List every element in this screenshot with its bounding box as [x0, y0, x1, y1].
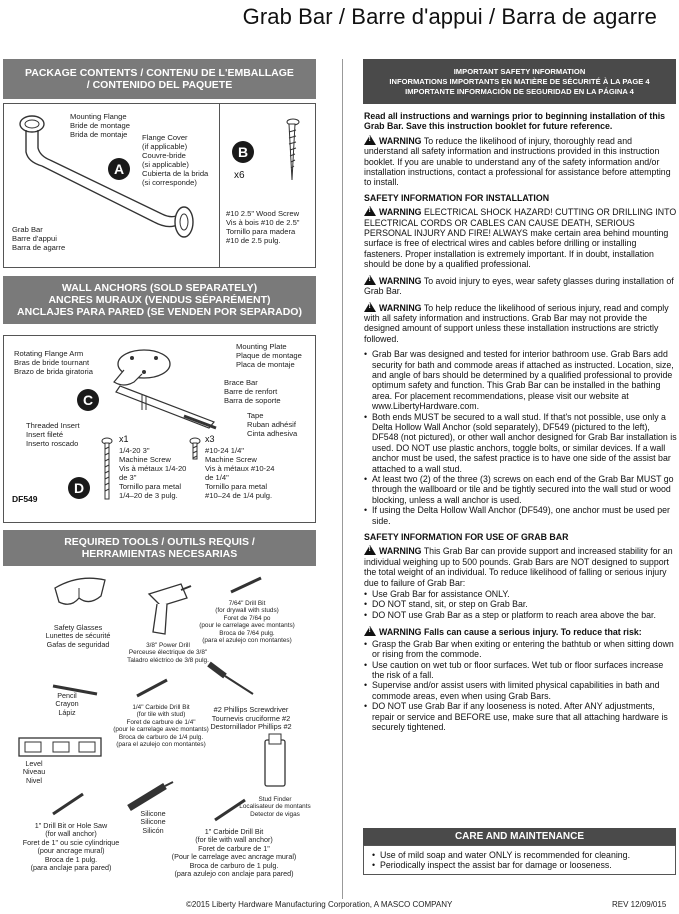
- safety-glasses-icon: [49, 574, 109, 614]
- list-item: • Use caution on wet tub or floor surfaces. Wet tub or floor surfaces increase the risk of a fall.: [364, 660, 677, 681]
- list-item: • If using the Delta Hollow Wall Anchor (DF549), one anchor must be used per side.: [364, 505, 677, 526]
- warning-icon: [364, 302, 376, 312]
- safety-header-line1: IMPORTANT SAFETY INFORMATION: [453, 66, 586, 76]
- use-bullets: [364, 589, 677, 620]
- warning-2: !WARNING ELECTRICAL SHOCK HAZARD! CUTTING OR DRILLING INTO ELECTRICAL CORDS OR CABLES CAN CAUSE DEATH, SERIOUS PERSONAL INJURY AND FIRE! ALWAYS make certain area behind mounting surface is free of electrical wires and cables before drilling or installing fasteners. Proper installation is extremely important. If in doubt, installation should be done by a qualified professional.: [364, 206, 677, 269]
- use-heading: SAFETY INFORMATION FOR USE OF GRAB BAR: [364, 532, 569, 543]
- stud-finder-label: Stud Finder Localisateur de montants Detector de vigas: [239, 796, 311, 818]
- list-item: • Supervise and/or assist users with limited physical capabilities in bath and commode areas, even when using Grab Bars.: [364, 680, 677, 701]
- warning-5: !WARNING This Grab Bar can provide support and increased stability for an individual weighing up to 500 pounds. Grab Bars are NOT designed to support the total weight of an individual. To reduce likelihood of falling or serious injury due to failure of Grab Bar:: [364, 545, 677, 588]
- package-divider: [219, 104, 220, 267]
- required-tools-area: [3, 566, 316, 888]
- machine-screw-3in-icon: [102, 437, 114, 501]
- drill-bit-1in-label: 1" Drill Bit or Hole Saw (for wall anchor) Foret de 1" ou scie cylindrique (pour ancrage mural) Broca de 1 pulg. (para anclaje para pared): [22, 821, 120, 873]
- anchors-header-line3: ANCLAJES PARA PARED (SE VENDEN POR SEPARADO): [17, 306, 302, 318]
- machine-screw-quarter-label: #10-24 1/4" Machine Screw Vis à métaux #10-24 de 1/4" Tornillo para metal #10–24 de 1/4 pulg.: [205, 446, 275, 500]
- wall-anchors-header: [3, 276, 316, 324]
- carbide-bit-14-icon: [133, 678, 173, 698]
- warning-6: !WARNING Falls can cause a serious injury. To reduce that risk:: [364, 626, 677, 637]
- wood-screw-label: #10 2.5" Wood Screw Vis à bois #10 de 2.5" Tornillo para madera #10 de 2.5 pulg.: [226, 209, 300, 245]
- silicone-caulk-icon: [125, 780, 175, 812]
- warning-icon: [364, 275, 376, 285]
- warning-icon: [364, 135, 376, 145]
- tools-header-line2: HERRAMIENTAS NECESARIAS: [81, 548, 238, 560]
- carbide-bit-1in-label: 1" Carbide Drill Bit (for tile with wall anchor) Foret de carbure de 1" (Pour le carrelage avec ancrage mural) Broca de carburo de 1 pulg. (para azulejo con anclaje para pared): [171, 827, 297, 879]
- required-tools-header: [3, 530, 316, 566]
- safety-body: [364, 111, 677, 738]
- silicone-label: Silicone Silicone Silicón: [140, 809, 166, 835]
- care-panel: [363, 845, 676, 875]
- power-drill-icon: [141, 572, 191, 642]
- warning-4: !WARNING To help reduce the likelihood of serious injury, read and comply with all safety information and instructions. Grab Bar may not provide the designed amount of support unless these installation instructions are strictly followed.: [364, 302, 677, 345]
- flange-cover-label: Flange Cover (if applicable) Couvre-bride (si applicable) Cubierta de la brida (si corresponde): [142, 133, 209, 187]
- tape-label: Tape Ruban adhésif Cinta adhesiva: [247, 411, 298, 438]
- screw-quantity: x6: [234, 170, 245, 181]
- wall-anchors-panel: [3, 335, 316, 523]
- drill-bit-1in-icon: [49, 792, 89, 816]
- safety-glasses-label: Safety Glasses Lunettes de sécurité Gafas de seguridad: [45, 623, 111, 649]
- install-bullets: [364, 349, 677, 526]
- power-drill-label: 3/8" Power Drill Perceuse électrique de 3/8" Taladro eléctrico de 3/8 pulg.: [127, 642, 209, 664]
- list-item: • DO NOT use Grab Bar as a step or platform to reach area above the bar.: [364, 610, 677, 620]
- callout-c: C: [77, 389, 99, 411]
- drill-bit-764-icon: [227, 576, 267, 596]
- copyright: ©2015 Liberty Hardware Manufacturing Corporation, A MASCO COMPANY: [186, 900, 453, 909]
- fall-bullets: [364, 639, 677, 733]
- warning-icon: [364, 206, 376, 216]
- install-heading: SAFETY INFORMATION FOR INSTALLATION: [364, 192, 550, 203]
- tools-header-line1: REQUIRED TOOLS / OUTILS REQUIS /: [64, 536, 255, 548]
- page-title: Grab Bar / Barre d'appui / Barra de agarre: [242, 4, 657, 29]
- mounting-plate-label: Mounting Plate Plaque de montage Placa de montaje: [236, 342, 302, 369]
- stud-finder-icon: [261, 732, 291, 788]
- list-item: • Grasp the Grab Bar when exiting or entering the bathtub or when sitting down or rising from the commode.: [364, 639, 677, 660]
- mounting-flange-label: Mounting Flange Bride de montage Brida de montaje: [70, 112, 130, 139]
- screwdriver-label: #2 Phillips Screwdriver Tournevis cruciforme #2 Destornillador Phillips #2: [210, 705, 292, 732]
- anchors-header-line2: ANCRES MURAUX (VENDUS SÉPARÉMENT): [48, 294, 271, 306]
- list-item: • Grab Bar was designed and tested for interior bathroom use. Grab Bars add security for bath and commode areas if attached as instructed. Location, size, and angle of bars should be determined by a qualified professional to provide optimum safety and function. This Grab Bar can be installed in the bathing area. For placement recommendations, please visit our website at www.LibertyHardware.com.: [364, 349, 677, 411]
- callout-b: B: [232, 141, 254, 163]
- callout-d: D: [68, 477, 90, 499]
- carbide-bit-1in-icon: [211, 798, 251, 822]
- care-header: CARE AND MAINTENANCE: [363, 828, 676, 845]
- callout-a: A: [108, 158, 130, 180]
- drill-bit-764-label: 7/64" Drill Bit (for drywall with studs) Foret de 7/64 po (pour le carrelage avec montants) Broca de 7/64 pulg. (para el azulejo con montantes): [199, 600, 295, 645]
- level-label: Level Niveau Nivel: [22, 759, 46, 785]
- rotating-flange-label: Rotating Flange Arm Bras de bride tournant Brazo de brida giratoria: [14, 349, 93, 376]
- machine-screw-3in-label: 1/4-20 3" Machine Screw Vis à métaux 1/4-20 de 3" Tornillo para metal 1/4–20 de 3 pulg.: [119, 446, 187, 500]
- list-item: • Use of mild soap and water ONLY is recommended for cleaning.: [372, 850, 667, 860]
- threaded-insert-label: Threaded Insert Insert fileté Inserto roscado: [26, 421, 80, 448]
- warning-icon: [364, 626, 376, 636]
- package-contents-panel: [3, 103, 316, 268]
- qty-x1: x1: [119, 434, 129, 444]
- safety-header-line2: INFORMATIONS IMPORTANTS EN MATIÈRE DE SÉCURITÉ À LA PAGE 4: [389, 76, 650, 86]
- package-header-line1: PACKAGE CONTENTS / CONTENU DE L'EMBALLAGE: [25, 67, 294, 79]
- level-icon: [17, 734, 103, 760]
- grab-bar-label: Grab Bar Barre d'appui Barra de agarre: [12, 225, 66, 252]
- carbide-bit-14-label: 1/4" Carbide Drill Bit (for tile with stud) Foret de carbure de 1/4" (pour le carrelage avec montants) Broca de carburo de 1/4 pulg. (para el azulejo con montantes): [113, 704, 209, 749]
- pencil-label: Pencil Crayon Lápiz: [55, 691, 79, 717]
- qty-x3: x3: [205, 434, 215, 444]
- package-header-line2: / CONTENIDO DEL PAQUETE: [86, 79, 233, 91]
- warning-1: !WARNING To reduce the likelihood of injury, thoroughly read and understand all safety information and instructions provided in this instruction booklet. If you are unable to understand any of the safety information and/or installation instructions, contact a professional for assistance before attempting to install.: [364, 135, 677, 188]
- package-contents-header: [3, 59, 316, 99]
- machine-screw-quarter-icon: [190, 437, 202, 461]
- revision: REV 12/09/015: [612, 900, 667, 909]
- list-item: • Periodically inspect the assist bar for damage or looseness.: [372, 860, 667, 870]
- brace-bar-label: Brace Bar Barre de renfort Barra de soporte: [224, 378, 281, 405]
- warning-3: !WARNING To avoid injury to eyes, wear safety glasses during installation of Grab Bar.: [364, 275, 677, 297]
- safety-intro: Read all instructions and warnings prior to beginning installation of this Grab Bar. Save this instruction booklet for future reference.: [364, 111, 666, 132]
- screwdriver-icon: [207, 660, 257, 700]
- list-item: • Both ends MUST be secured to a wall stud. If that's not possible, use only a Delta Hollow Wall Anchor (sold separately), DF549 (pictured to the left), DF548 (not pictured), or other wall anchor designed for Grab Bar installation is used. DO NOT use plastic anchors, toggle bolts, or similar devices. If a wall anchor must be used, the safest practice is to have one side of the assist bar attached to a wall stud.: [364, 412, 677, 474]
- safety-header-line3: IMPORTANTE INFORMACIÓN DE SEGURIDAD EN LA PÁGINA 4: [405, 86, 634, 96]
- list-item: • DO NOT use Grab Bar if any looseness is noted. After ANY adjustments, repair or service and BEFORE use, make sure that all attaching hardware is securely tightened.: [364, 701, 677, 732]
- warning-icon: [364, 545, 376, 555]
- wood-screw-icon: [286, 118, 306, 188]
- list-item: • Use Grab Bar for assistance ONLY.: [364, 589, 677, 599]
- model-number: DF549: [12, 494, 38, 504]
- vertical-divider: [342, 59, 343, 899]
- safety-header: [363, 59, 676, 104]
- list-item: • At least two (2) of the three (3) screws on each end of the Grab Bar MUST go through the wallboard or tile and be tightly secured into the wall stud or wood blocking, unless a wall anchor is used.: [364, 474, 677, 505]
- list-item: • DO NOT stand, sit, or step on Grab Bar.: [364, 599, 677, 609]
- anchors-header-line1: WALL ANCHORS (SOLD SEPARATELY): [61, 282, 258, 294]
